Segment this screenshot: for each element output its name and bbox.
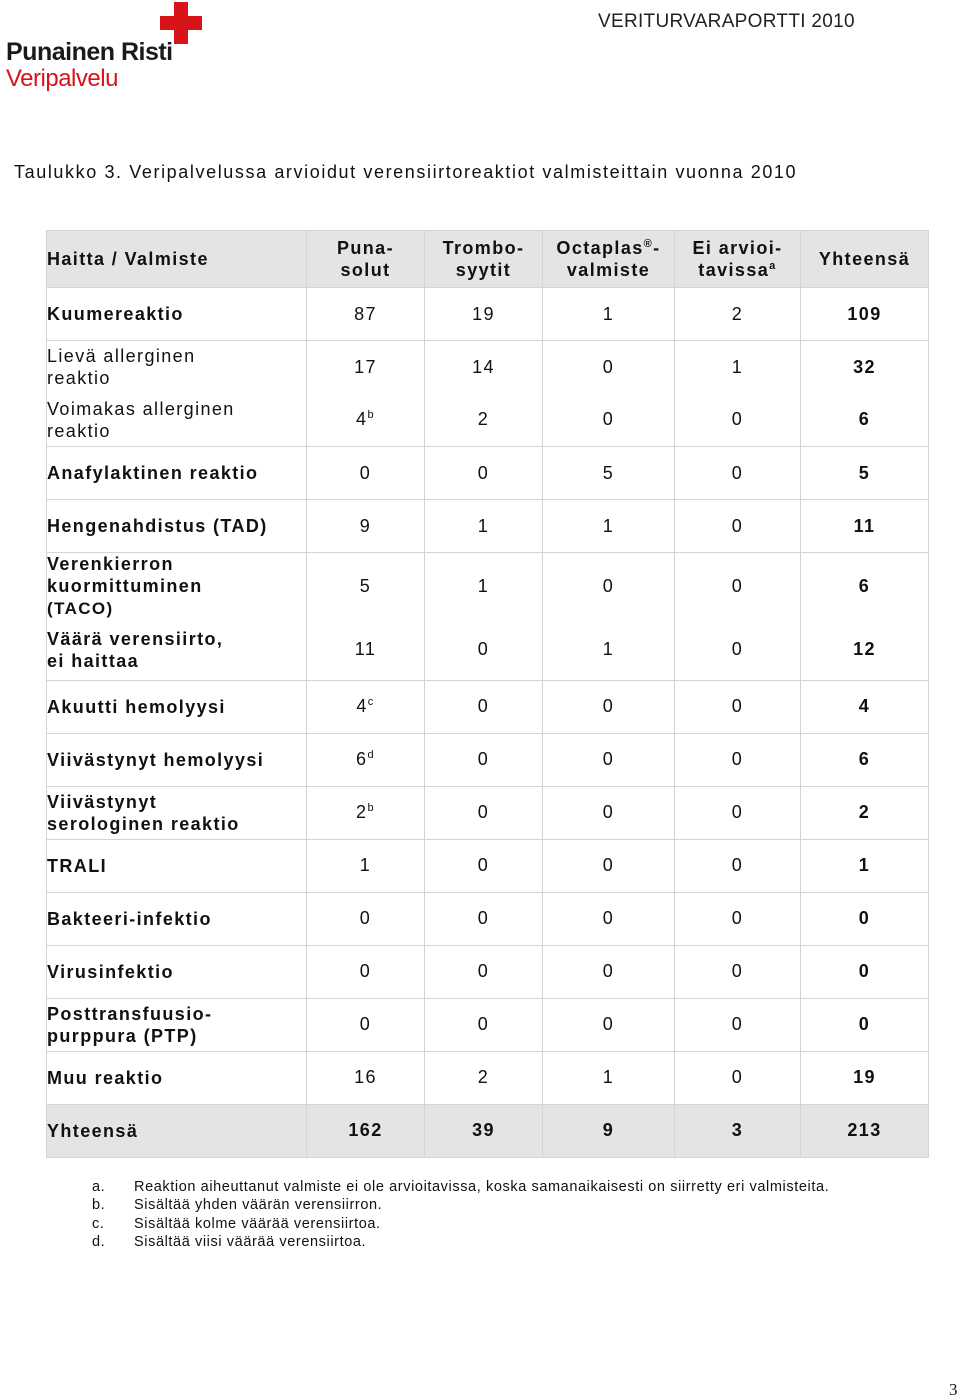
header-label: Haitta / Valmiste: [47, 231, 307, 288]
table-row: Verenkierron kuormittuminen (TACO) 5 1 0 0 6: [47, 553, 929, 621]
table-row: Väärä verensiirto, ei haittaa 11 0 1 0 12: [47, 620, 929, 680]
table-row: Viivästynyt serologinen reaktio 2$^b$ 0 0 0 2: [47, 786, 929, 839]
table-row: Lievä allerginen reaktio 17 14 0 1 32: [47, 341, 929, 394]
table-row: Anafylaktinen reaktio 0 0 5 0 5: [47, 447, 929, 500]
header-ei-arvioitavissa: Ei arvioi- tavissa$^a$: [675, 231, 801, 288]
footnote: d. Sisältää viisi väärää verensiirtoa.: [92, 1233, 367, 1250]
footnote: a. Reaktion aiheuttanut valmiste ei ole arvioitavissa, koska samanaikaisesti on siirretty eri valmisteita.: [92, 1179, 830, 1195]
table-caption: Taulukko 3. Veripalvelussa arvioidut verensiirtoreaktiot valmisteittain vuonna 2010: [14, 162, 798, 182]
page-number: 3: [949, 1380, 958, 1399]
table-row: Akuutti hemolyysi 4$^c$ 0 0 0 4: [47, 680, 929, 733]
footnote: b. Sisältää yhden väärän verensiirron.: [92, 1197, 383, 1214]
table-footnotes: [92, 1178, 829, 1251]
table-row: Hengenahdistus (TAD) 9 1 1 0 11: [47, 500, 929, 553]
table-row: Voimakas allerginen reaktio 4$^b$ 2 0 0 6: [47, 394, 929, 447]
org-name: Punainen Risti: [6, 38, 173, 66]
table-row: Bakteeri-infektio 0 0 0 0 0: [47, 892, 929, 945]
table-row: Viivästynyt hemolyysi 6$^d$ 0 0 0 6: [47, 733, 929, 786]
table-total-row: Yhteensä 162 39 9 3 213: [47, 1104, 929, 1157]
table-row: Virusinfektio 0 0 0 0 0: [47, 945, 929, 998]
table-header-row: [47, 231, 929, 288]
header-trombosyytit: Trombo- syytit: [425, 231, 543, 288]
header-octaplas: Octaplas®- valmiste: [543, 231, 675, 288]
table-row: Posttransfuusio- purppura (PTP) 0 0 0 0 0: [47, 998, 929, 1051]
header-yhteensa: Yhteensä: [801, 231, 929, 288]
org-unit: Veripalvelu: [6, 65, 118, 92]
reactions-table: [46, 230, 929, 1158]
table-row: Muu reaktio 16 2 1 0 19: [47, 1051, 929, 1104]
header-punasolut: Puna- solut: [307, 231, 425, 288]
footnote: c. Sisältää kolme väärää verensiirtoa.: [92, 1215, 381, 1232]
table-row: TRALI 1 0 0 0 1: [47, 839, 929, 892]
table-row: Kuumereaktio 87 19 1 2 109: [47, 288, 929, 341]
red-cross-logo: [6, 2, 216, 94]
report-title: VERITURVARAPORTTI 2010: [598, 11, 855, 32]
